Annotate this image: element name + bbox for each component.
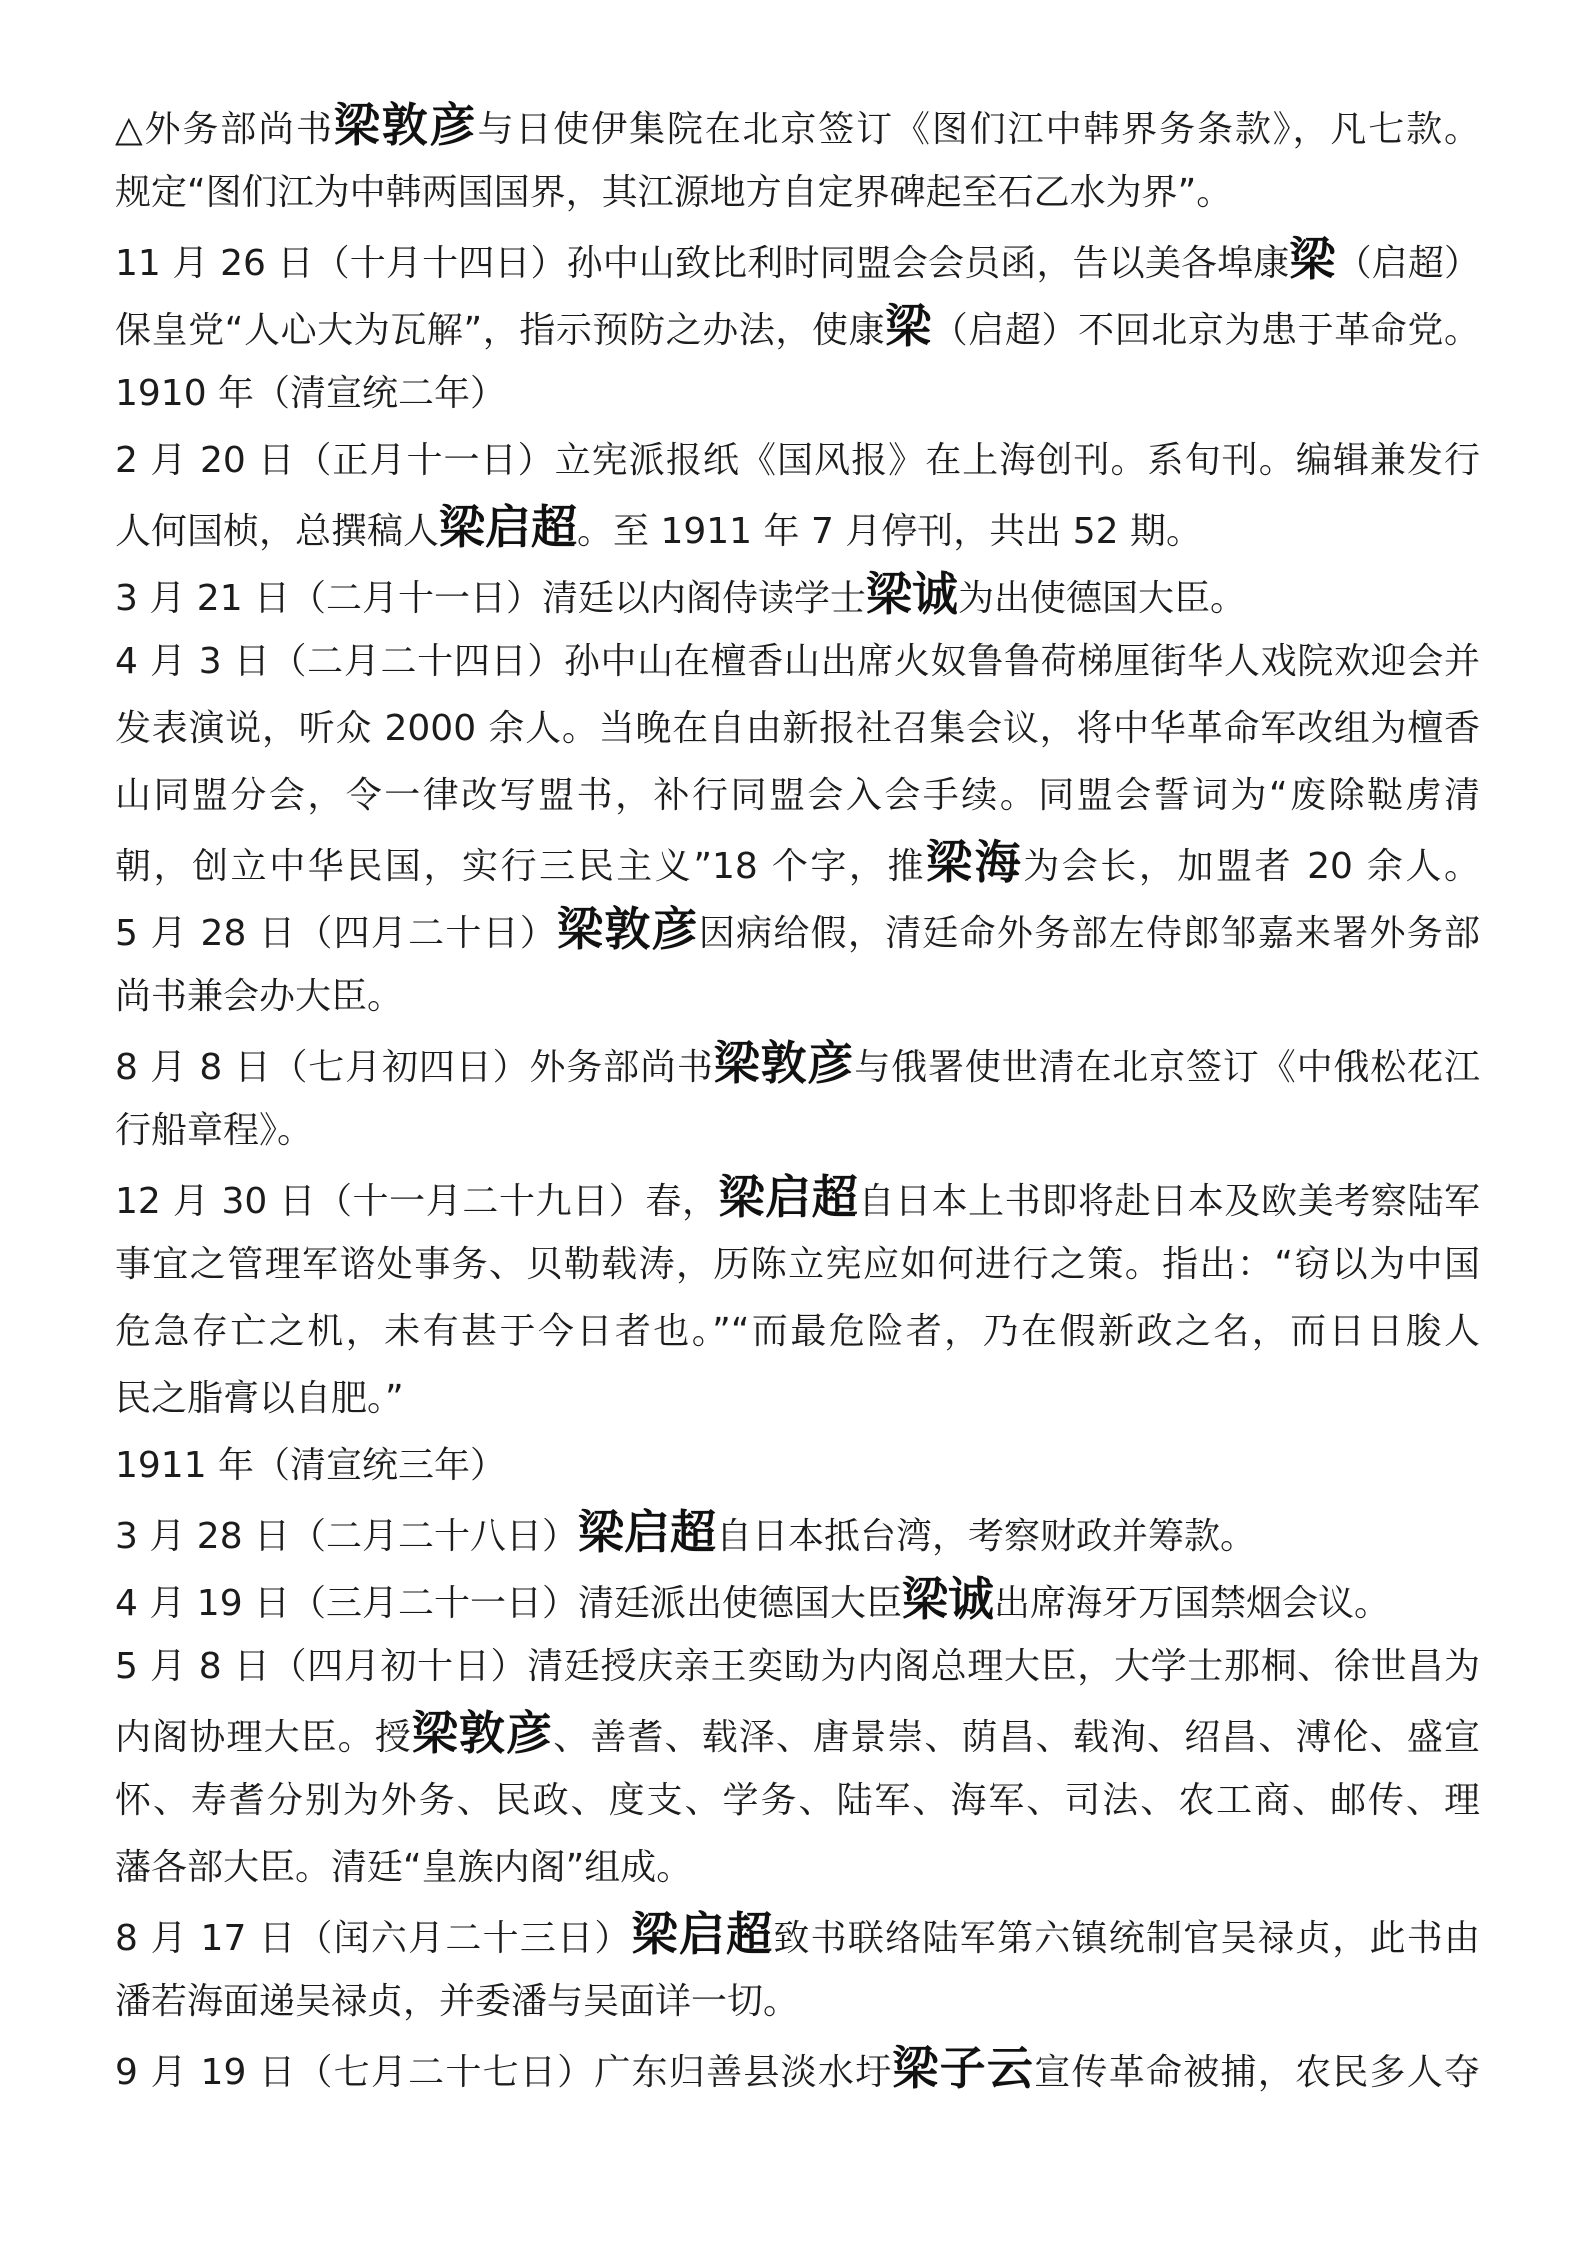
text-segment: 、善耆、载泽、唐景崇、荫昌、载洵、绍昌、溥伦、盛宣: [553, 1717, 1480, 1758]
text-line: [115, 628, 1480, 695]
text-line: [115, 1834, 1480, 1901]
text-line: [115, 896, 1480, 963]
text-segment: 人何国桢，总撰稿人: [115, 511, 440, 552]
highlighted-name: 梁: [885, 299, 932, 353]
highlighted-name: 梁启超: [718, 1170, 859, 1224]
text-line: [115, 963, 1480, 1030]
text-segment: 8 月 17 日（闰六月二十三日）: [115, 1918, 632, 1959]
text-segment: 12 月 30 日（十一月二十九日）春，: [115, 1181, 719, 1222]
text-line: [115, 293, 1480, 360]
text-line: [115, 159, 1480, 226]
highlighted-name: 梁海: [926, 835, 1024, 889]
text-segment: 5 月 28 日（四月二十日）: [115, 913, 558, 954]
text-line: [115, 561, 1480, 628]
text-segment: 与日使伊集院在北京签订《图们江中韩界务条款》，凡七款。: [477, 109, 1481, 150]
highlighted-name: 梁: [1289, 232, 1336, 286]
text-line: [115, 1298, 1480, 1365]
document-page: [115, 92, 1480, 2102]
text-segment: 1910 年（清宣统二年）: [115, 373, 507, 414]
text-line: [115, 829, 1480, 896]
text-segment: 为会长，加盟者 20 余人。: [1023, 846, 1481, 887]
highlighted-name: 梁敦彦: [411, 1706, 554, 1760]
text-segment: 11 月 26 日（十月十四日）孙中山致比利时同盟会会员函，告以美各埠康: [115, 243, 1290, 284]
highlighted-name: 梁诚: [902, 1572, 995, 1626]
text-line: [115, 1633, 1480, 1700]
text-line: [115, 1030, 1480, 1097]
highlighted-name: 梁敦彦: [557, 902, 699, 956]
text-line: [115, 2035, 1480, 2102]
text-line: [115, 427, 1480, 494]
text-segment: 与俄署使世清在北京签订《中俄松花江: [854, 1047, 1481, 1088]
text-line: [115, 762, 1480, 829]
text-segment: 朝，创立中华民国，实行三民主义”18 个字，推: [115, 846, 927, 887]
highlighted-name: 梁诚: [866, 567, 959, 621]
text-line: [115, 1700, 1480, 1767]
text-line: [115, 494, 1480, 561]
text-segment: 保皇党“人心大为瓦解”，指示预防之办法，使康: [115, 310, 886, 351]
text-segment: 规定“图们江为中韩两国国界，其江源地方自定界碑起至石乙水为界”。: [115, 172, 1233, 213]
text-line: [115, 360, 1480, 427]
text-line: [115, 1097, 1480, 1164]
text-line: [115, 1231, 1480, 1298]
highlighted-name: 梁启超: [631, 1907, 774, 1961]
text-line: [115, 1767, 1480, 1834]
text-segment: （启超）不回北京为患于革命党。: [931, 310, 1480, 351]
text-segment: 民之脂膏以自肥。”: [115, 1378, 404, 1419]
text-segment: 自日本抵台湾，考察财政并筹款。: [716, 1516, 1257, 1557]
text-segment: 为出使德国大臣。: [958, 578, 1247, 619]
text-line: [115, 1968, 1480, 2035]
text-segment: 内阁协理大臣。授: [115, 1717, 412, 1758]
text-segment: 自日本上书即将赴日本及欧美考察陆军: [858, 1181, 1480, 1222]
text-segment: 3 月 28 日（二月二十八日）: [115, 1516, 579, 1557]
text-line: [115, 1566, 1480, 1633]
text-segment: 危急存亡之机，未有甚于今日者也。”“而最危险者，乃在假新政之名，而日日朘人: [115, 1311, 1480, 1352]
text-line: [115, 92, 1480, 159]
text-segment: 山同盟分会，令一律改写盟书，补行同盟会入会手续。同盟会誓词为“废除鞑虏清: [115, 775, 1480, 816]
text-segment: 因病给假，清廷命外务部左侍郎邹嘉来署外务部: [698, 913, 1480, 954]
text-segment: 宣传革命被捕，农民多人夺: [1034, 2052, 1480, 2093]
text-segment: （启超）: [1335, 243, 1480, 284]
text-segment: 3 月 21 日（二月十一日）清廷以内阁侍读学士: [115, 578, 867, 619]
text-segment: 出席海牙万国禁烟会议。: [994, 1583, 1391, 1624]
text-segment: 9 月 19 日（七月二十七日）广东归善县淡水圩: [115, 2052, 893, 2093]
text-segment: 藩各部大臣。清廷“皇族内阁”组成。: [115, 1847, 693, 1888]
text-segment: 4 月 3 日（二月二十四日）孙中山在檀香山出席火奴鲁鲁荷梯厘街华人戏院欢迎会并: [115, 641, 1480, 682]
text-segment: 4 月 19 日（三月二十一日）清廷派出使德国大臣: [115, 1583, 903, 1624]
text-line: [115, 1432, 1480, 1499]
text-segment: 尚书兼会办大臣。: [115, 976, 404, 1017]
text-segment: 事宜之管理军谘处事务、贝勒载涛，历陈立宪应如何进行之策。指出：“窃以为中国: [115, 1244, 1480, 1285]
text-line: [115, 1365, 1480, 1432]
highlighted-name: 梁敦彦: [333, 98, 478, 152]
text-segment: △外务部尚书: [115, 109, 334, 150]
text-segment: 1911 年（清宣统三年）: [115, 1445, 507, 1486]
text-line: [115, 1164, 1480, 1231]
text-segment: 5 月 8 日（四月初十日）清廷授庆亲王奕劻为内阁总理大臣，大学士那桐、徐世昌为: [115, 1646, 1480, 1687]
text-line: [115, 226, 1480, 293]
text-segment: 。至 1911 年 7 月停刊，共出 52 期。: [577, 511, 1203, 552]
highlighted-name: 梁子云: [892, 2041, 1035, 2095]
text-segment: 发表演说，听众 2000 余人。当晚在自由新报社召集会议，将中华革命军改组为檀香: [115, 708, 1480, 749]
text-segment: 2 月 20 日（正月十一日）立宪派报纸《国风报》在上海创刊。系旬刊。编辑兼发行: [115, 440, 1480, 481]
text-segment: 8 月 8 日（七月初四日）外务部尚书: [115, 1047, 714, 1088]
text-segment: 怀、寿耆分别为外务、民政、度支、学务、陆军、海军、司法、农工商、邮传、理: [115, 1780, 1480, 1821]
highlighted-name: 梁启超: [578, 1505, 717, 1559]
text-segment: 潘若海面递吴禄贞，并委潘与吴面详一切。: [115, 1981, 800, 2022]
text-segment: 致书联络陆军第六镇统制官吴禄贞，此书由: [773, 1918, 1481, 1959]
highlighted-name: 梁启超: [439, 500, 578, 554]
text-line: [115, 695, 1480, 762]
text-line: [115, 1499, 1480, 1566]
text-line: [115, 1901, 1480, 1968]
text-segment: 行船章程》。: [115, 1110, 314, 1151]
highlighted-name: 梁敦彦: [713, 1036, 855, 1090]
